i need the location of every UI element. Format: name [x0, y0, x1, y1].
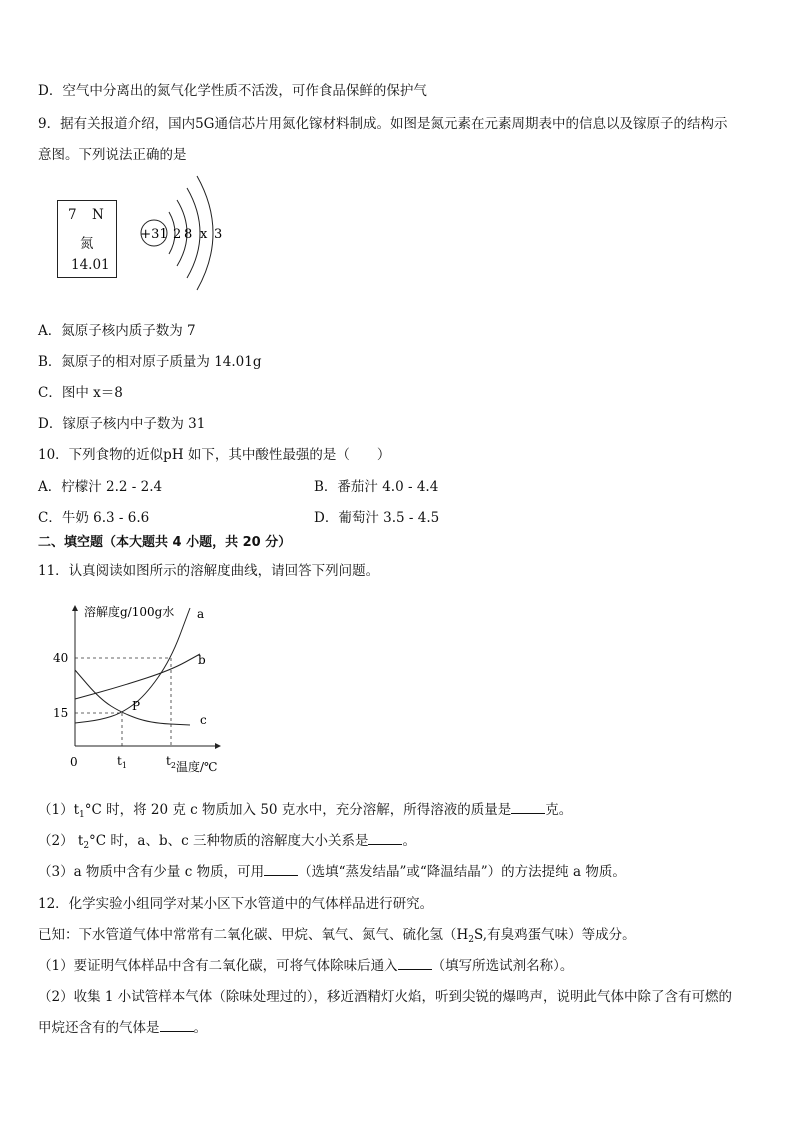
- q9-stem-line1: 9．据有关报道介绍，国内5G通信芯片用氮化镓材料制成。如图是氮元素在元素周期表中的信息以及镓原子的结构示: [38, 116, 728, 132]
- answer-blank[interactable]: [511, 801, 545, 814]
- q10-option-d: D．葡萄汁 3.5 - 4.5: [314, 510, 440, 526]
- shell-4-count: 3: [214, 227, 223, 242]
- intersection-label: P: [132, 699, 141, 713]
- answer-blank[interactable]: [160, 1019, 194, 1032]
- nucleus-charge: +31: [140, 227, 168, 242]
- q9-option-c: C．图中 x＝8: [38, 385, 123, 401]
- shell-3-count: x: [200, 227, 208, 242]
- q9-option-b: B．氮原子的相对原子质量为 14.01g: [38, 354, 262, 370]
- x-axis-label: 温度/℃: [176, 760, 218, 774]
- element-card: [57, 200, 117, 278]
- shell-2-count: 8: [184, 227, 193, 242]
- element-symbol: N: [92, 207, 104, 223]
- answer-blank[interactable]: [264, 863, 298, 876]
- atom-structure-diagram: [135, 172, 235, 292]
- y-axis-label: 溶解度g/100g水: [84, 605, 175, 619]
- q10-option-a: A．柠檬汁 2.2 - 2.4: [38, 479, 163, 495]
- answer-blank[interactable]: [368, 832, 402, 845]
- solubility-chart: [40, 596, 240, 781]
- series-label-b: b: [198, 653, 206, 667]
- q8-option-d: D．空气中分离出的氮气化学性质不活泼，可作食品保鲜的保护气: [38, 83, 427, 99]
- q10-option-b: B．番茄汁 4.0 - 4.4: [314, 479, 439, 495]
- q12-sub2-line2: 甲烷还含有的气体是 。: [38, 1020, 207, 1036]
- q10-stem: 10．下列食物的近似pH 如下，其中酸性最强的是（ ）: [38, 447, 391, 463]
- y-tick-label: 40: [53, 651, 69, 665]
- q12-sub2-line1: （2）收集 1 小试管样本气体（除味处理过的），移近酒精灯火焰，听到尖锐的爆鸣声，说明此气体中除了含有可燃的: [38, 989, 733, 1005]
- series-label-c: c: [200, 713, 207, 727]
- element-number: 7: [68, 207, 77, 223]
- x-tick-label: 0: [70, 755, 78, 769]
- y-tick-label: 15: [53, 706, 69, 720]
- q11-stem: 11．认真阅读如图所示的溶解度曲线，请回答下列问题。: [38, 563, 380, 579]
- shell-1-count: 2: [173, 227, 182, 242]
- curve-c: [75, 670, 190, 725]
- q9-stem-line2: 意图。下列说法正确的是: [38, 147, 187, 163]
- element-name: 氮: [80, 236, 94, 252]
- x-tick-label: $t_2$: [166, 754, 176, 770]
- q12-stem: 12．化学实验小组同学对某小区下水管道中的气体样品进行研究。: [38, 896, 434, 912]
- x-tick-label: $t_1$: [117, 754, 127, 770]
- q10-option-c: C．牛奶 6.3 - 6.6: [38, 510, 150, 526]
- section-title: 二、填空题（本大题共 4 小题，共 20 分）: [38, 535, 292, 550]
- q12-sub1: （1）要证明气体样品中含有二氧化碳，可将气体除味后通入 （填写所选试剂名称）。: [38, 958, 574, 974]
- answer-blank[interactable]: [398, 957, 432, 970]
- element-mass: 14.01: [71, 257, 110, 273]
- q11-sub1: $(1)t_1^\circ C$ 时，将 20 克 c 物质加入 50 克水中，充分溶解，所得溶液的质量是 克。: [38, 802, 573, 820]
- q9-option-d: D．镓原子核内中子数为 31: [38, 416, 206, 432]
- q11-sub2: （2） $t_2^\circ C$ 时，a、b、c 三种物质的溶解度大小关系是 。: [38, 833, 416, 851]
- series-label-a: a: [197, 607, 205, 621]
- q9-option-a: A．氮原子核内质子数为 7: [38, 323, 196, 339]
- curve-b: [75, 654, 200, 699]
- q11-sub3: （3）a 物质中含有少量 c 物质，可用 （选填“蒸发结晶”或“降温结晶”）的方法提纯 a 物质。: [38, 864, 626, 880]
- q12-known: 已知：下水管道气体中常常有二氧化碳、甲烷、氧气、氮气、硫化氢（$H_2S$,有臭鸡蛋气味）等成分。: [38, 927, 636, 945]
